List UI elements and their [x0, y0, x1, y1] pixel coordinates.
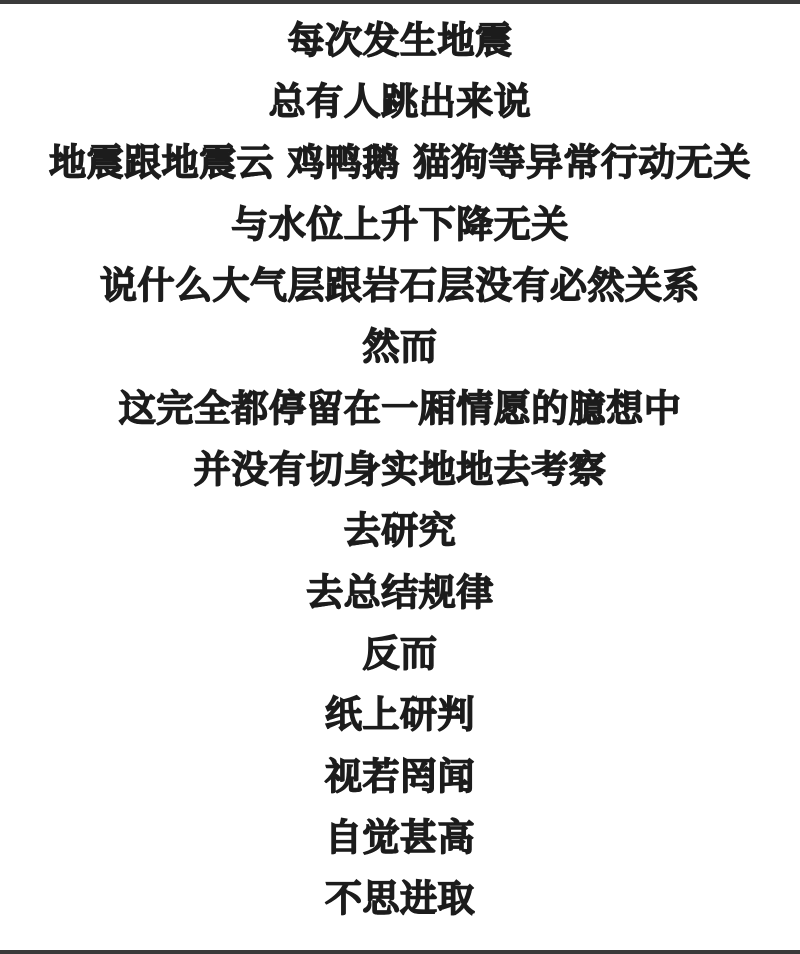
subtitle-line: 纸上研判	[325, 693, 475, 737]
subtitle-line: 去总结规律	[306, 570, 494, 614]
subtitle-line: 说什么大气层跟岩石层没有必然关系	[100, 263, 700, 307]
subtitle-line: 总有人跳出来说	[268, 79, 532, 123]
subtitle-line: 自觉甚高	[325, 815, 475, 859]
subtitle-line: 去研究	[343, 509, 457, 553]
subtitle-stack	[0, 6, 800, 926]
subtitle-line: 反而	[362, 631, 438, 675]
bottom-edge-bar	[0, 950, 800, 954]
top-edge-bar	[0, 0, 800, 4]
subtitle-line: 然而	[362, 325, 438, 369]
subtitle-line: 视若罔闻	[325, 754, 475, 798]
subtitle-line: 每次发生地震	[287, 18, 513, 62]
subtitle-line: 地震跟地震云 鸡鸭鹅 猫狗等异常行动无关	[49, 141, 751, 185]
subtitle-line: 这完全都停留在一厢情愿的臆想中	[118, 386, 682, 430]
subtitle-line: 与水位上升下降无关	[231, 202, 569, 246]
subtitle-line: 并没有切身实地地去考察	[193, 447, 607, 491]
subtitle-line: 不思进取	[325, 877, 475, 921]
